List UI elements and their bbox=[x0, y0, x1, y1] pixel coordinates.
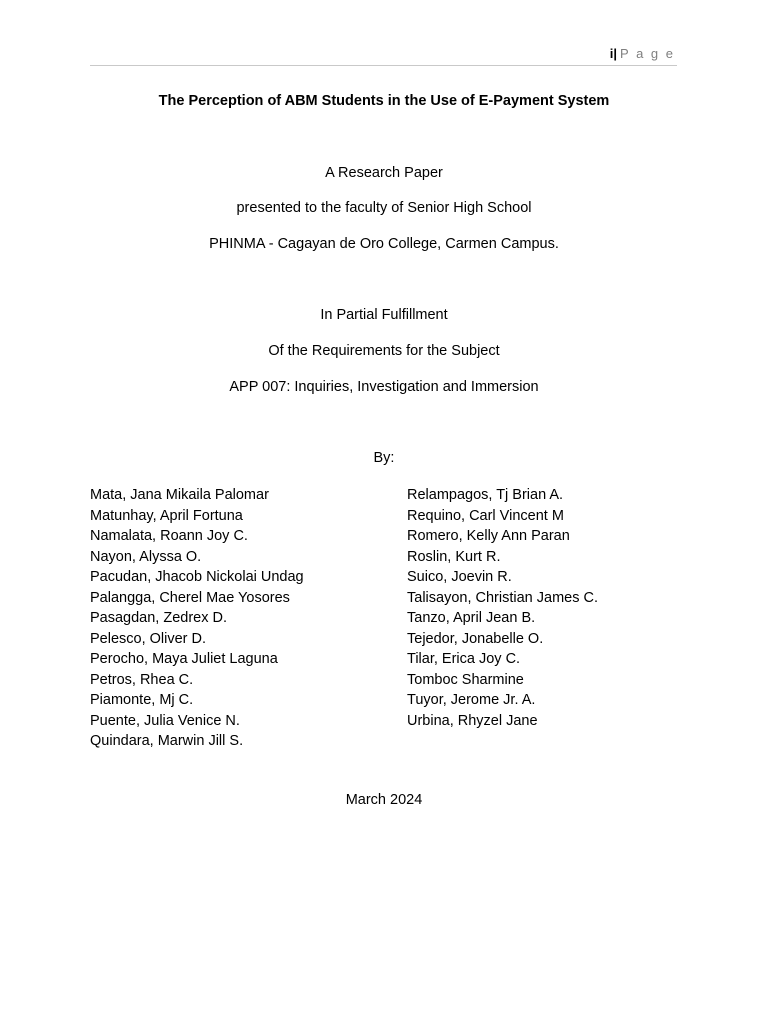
author-name: Puente, Julia Venice N. bbox=[90, 712, 240, 729]
author-name: Tanzo, April Jean B. bbox=[407, 610, 536, 626]
intro-line-2: presented to the faculty of Senior High School bbox=[236, 200, 532, 216]
fulfillment-line-3: APP 007: Inquiries, Investigation and Immersion bbox=[229, 379, 539, 395]
author-name: Pelesco, Oliver D. bbox=[90, 630, 207, 647]
author-name: Tuyor, Jerome Jr. A. bbox=[407, 692, 536, 708]
submission-date: March 2024 bbox=[345, 792, 423, 808]
author-name: Suico, Joevin R. bbox=[407, 569, 512, 585]
author-name: Tomboc Sharmine bbox=[407, 671, 524, 688]
author-name: Pacudan, Jhacob Nickolai Undag bbox=[90, 569, 304, 585]
fulfillment-line-1: In Partial Fulfillment bbox=[320, 307, 448, 323]
paper-title: The Perception of ABM Students in the Use of E-Payment System bbox=[158, 93, 610, 109]
author-name: Quindara, Marwin Jill S. bbox=[90, 733, 244, 749]
author-name: Pasagdan, Zedrex D. bbox=[90, 610, 228, 626]
author-name: Palangga, Cherel Mae Yosores bbox=[90, 589, 290, 606]
author-name: Petros, Rhea C. bbox=[90, 671, 194, 688]
author-list-left bbox=[90, 485, 304, 752]
author-name: Urbina, Rhyzel Jane bbox=[407, 712, 538, 729]
author-name: Talisayon, Christian James C. bbox=[407, 589, 598, 606]
author-name: Romero, Kelly Ann Paran bbox=[407, 528, 570, 544]
author-name: Matunhay, April Fortuna bbox=[90, 507, 243, 524]
author-name: Perocho, Maya Juliet Laguna bbox=[90, 651, 278, 667]
by-label: By: bbox=[373, 450, 395, 466]
author-name: Roslin, Kurt R. bbox=[407, 548, 501, 565]
intro-line-3: PHINMA - Cagayan de Oro College, Carmen Campus. bbox=[209, 236, 559, 252]
page-word: P a g e bbox=[620, 46, 675, 61]
author-name: Relampagos, Tj Brian A. bbox=[407, 487, 564, 503]
page-number: i bbox=[609, 46, 614, 61]
intro-line-1: A Research Paper bbox=[325, 165, 443, 181]
author-name: Mata, Jana Mikaila Palomar bbox=[90, 487, 269, 503]
author-list-right bbox=[407, 485, 598, 731]
author-name: Piamonte, Mj C. bbox=[90, 692, 194, 708]
fulfillment-line-2: Of the Requirements for the Subject bbox=[268, 343, 500, 359]
author-name: Tilar, Erica Joy C. bbox=[407, 651, 521, 667]
author-name: Tejedor, Jonabelle O. bbox=[407, 630, 544, 647]
page-number-label bbox=[610, 46, 675, 61]
author-name: Nayon, Alyssa O. bbox=[90, 548, 202, 565]
author-name: Requino, Carl Vincent M bbox=[407, 507, 564, 524]
author-name: Namalata, Roann Joy C. bbox=[90, 528, 248, 544]
page-header bbox=[90, 45, 677, 66]
page-separator: | bbox=[613, 46, 618, 61]
